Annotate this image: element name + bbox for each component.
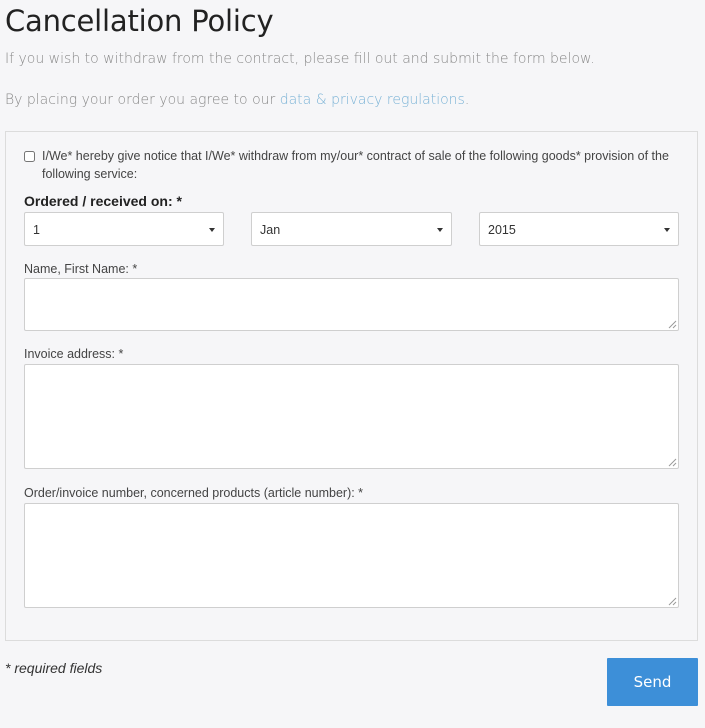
privacy-link[interactable]: data & privacy regulations (279, 92, 465, 108)
withdraw-notice[interactable] (24, 147, 684, 183)
resize-grip-icon[interactable] (668, 320, 677, 329)
intro-text: If you wish to withdraw from the contract, please fill out and submit the form below. (5, 51, 595, 67)
name-label: Name, First Name: * (24, 262, 138, 276)
invoice-address-label: Invoice address: * (24, 347, 124, 361)
send-button[interactable]: Send (607, 658, 698, 706)
year-select[interactable] (479, 212, 679, 246)
resize-grip-icon[interactable] (668, 458, 677, 467)
order-number-label: Order/invoice number, concerned products (article number): * (24, 486, 364, 500)
caret-down-icon (664, 228, 670, 232)
month-select-value: Jan (260, 223, 281, 237)
name-field[interactable] (24, 278, 679, 331)
required-fields-note: * required fields (5, 660, 103, 676)
caret-down-icon (209, 228, 215, 232)
order-number-field[interactable] (24, 503, 679, 608)
agreement-text (5, 92, 469, 108)
caret-down-icon (437, 228, 443, 232)
month-select[interactable] (251, 212, 452, 246)
year-select-value: 2015 (488, 223, 516, 237)
withdraw-checkbox[interactable] (24, 151, 35, 162)
day-select-value: 1 (33, 223, 40, 237)
cancellation-form (5, 131, 698, 641)
order-date-label: Ordered / received on: * (24, 193, 182, 209)
page-title: Cancellation Policy (5, 4, 274, 38)
agreement-prefix: By placing your order you agree to our (5, 92, 280, 108)
invoice-address-field[interactable] (24, 364, 679, 469)
resize-grip-icon[interactable] (668, 597, 677, 606)
day-select[interactable] (24, 212, 224, 246)
agreement-suffix: . (464, 92, 470, 108)
withdraw-notice-text: I/We* hereby give notice that I/We* withdraw from my/our* contract of sale of the following goods* provision of the following service: (42, 149, 669, 181)
